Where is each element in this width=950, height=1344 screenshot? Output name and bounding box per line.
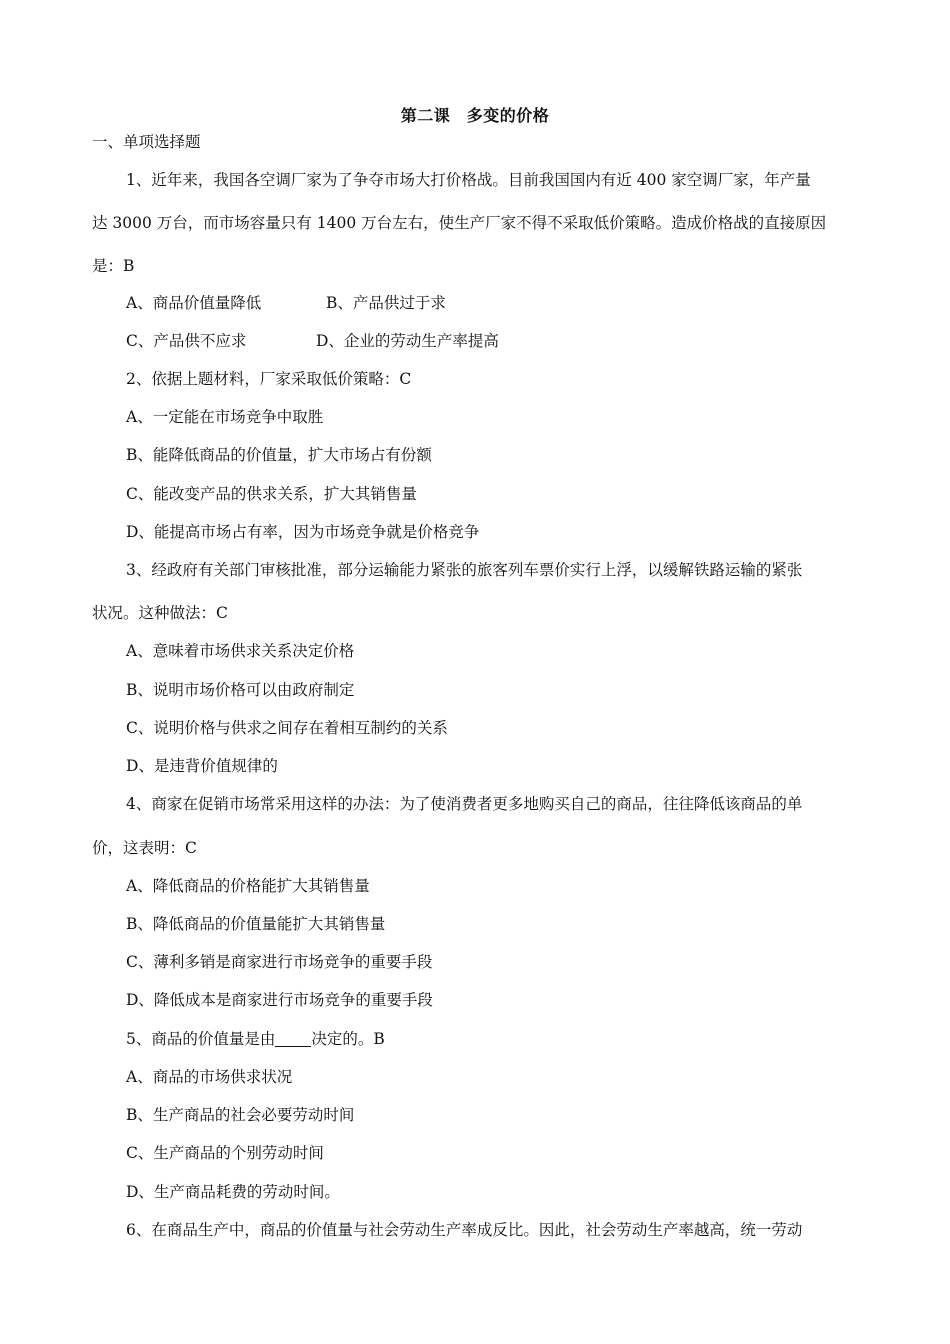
question-5-option-c: C、生产商品的个别劳动时间 <box>126 1144 324 1162</box>
page-title: 第二课 多变的价格 <box>400 106 550 125</box>
question-3-option-d: D、是违背价值规律的 <box>126 757 278 775</box>
question-5-stem-prefix: 5、商品的价值量是由 <box>126 1030 276 1048</box>
question-3-option-b: B、说明市场价格可以由政府制定 <box>126 681 355 699</box>
section-heading: 一、单项选择题 <box>92 133 201 151</box>
question-2-option-d: D、能提高市场占有率，因为市场竞争就是价格竞争 <box>126 523 480 541</box>
question-5-option-d: D、生产商品耗费的劳动时间。 <box>126 1183 340 1201</box>
question-1-stem-line-2: 达 3000 万台，而市场容量只有 1400 万台左右，使生产厂家不得不采取低价策略。造成价格战的直接原因 <box>92 214 827 232</box>
question-4-option-c: C、薄利多销是商家进行市场竞争的重要手段 <box>126 953 433 971</box>
question-3-stem-line-1: 3、经政府有关部门审核批准，部分运输能力紧张的旅客列车票价实行上浮，以缓解铁路运输的紧张 <box>126 561 803 579</box>
question-4-option-d: D、降低成本是商家进行市场竞争的重要手段 <box>126 991 433 1009</box>
question-4-option-a: A、降低商品的价格能扩大其销售量 <box>126 877 370 895</box>
question-5-option-b: B、生产商品的社会必要劳动时间 <box>126 1106 355 1124</box>
question-1-stem-line-3: 是：B <box>92 257 135 275</box>
question-5-stem-suffix: 决定的。B <box>311 1030 385 1048</box>
question-1-option-a: A、商品价值量降低 <box>126 294 262 312</box>
question-4-option-b: B、降低商品的价值量能扩大其销售量 <box>126 915 386 933</box>
question-1-option-c: C、产品供不应求 <box>126 332 247 350</box>
question-1-stem-line-1: 1、近年来，我国各空调厂家为了争夺市场大打价格战。目前我国国内有近 400 家空调厂家，年产量 <box>126 171 811 189</box>
question-4-stem-line-2: 价，这表明：C <box>92 839 197 857</box>
question-3-option-a: A、意味着市场供求关系决定价格 <box>126 642 355 660</box>
question-3-option-c: C、说明价格与供求之间存在着相互制约的关系 <box>126 719 448 737</box>
question-2-option-c: C、能改变产品的供求关系，扩大其销售量 <box>126 485 417 503</box>
question-3-stem-line-2: 状况。这种做法：C <box>92 604 228 622</box>
question-4-stem-line-1: 4、商家在促销市场常采用这样的办法：为了使消费者更多地购买自己的商品，往往降低该商品的单 <box>126 795 803 813</box>
question-6-stem-line-1: 6、在商品生产中，商品的价值量与社会劳动生产率成反比。因此，社会劳动生产率越高，统一劳动 <box>126 1221 803 1239</box>
fill-in-blank <box>275 1031 311 1048</box>
question-2-option-a: A、一定能在市场竞争中取胜 <box>126 408 324 426</box>
question-1-option-d: D、企业的劳动生产率提高 <box>316 332 499 350</box>
question-1-option-b: B、产品供过于求 <box>326 294 446 312</box>
question-2-option-b: B、能降低商品的价值量，扩大市场占有份额 <box>126 446 432 464</box>
question-2-stem: 2、依据上题材料，厂家采取低价策略：C <box>126 370 412 388</box>
question-5-stem <box>126 1027 385 1049</box>
question-5-option-a: A、商品的市场供求状况 <box>126 1068 293 1086</box>
